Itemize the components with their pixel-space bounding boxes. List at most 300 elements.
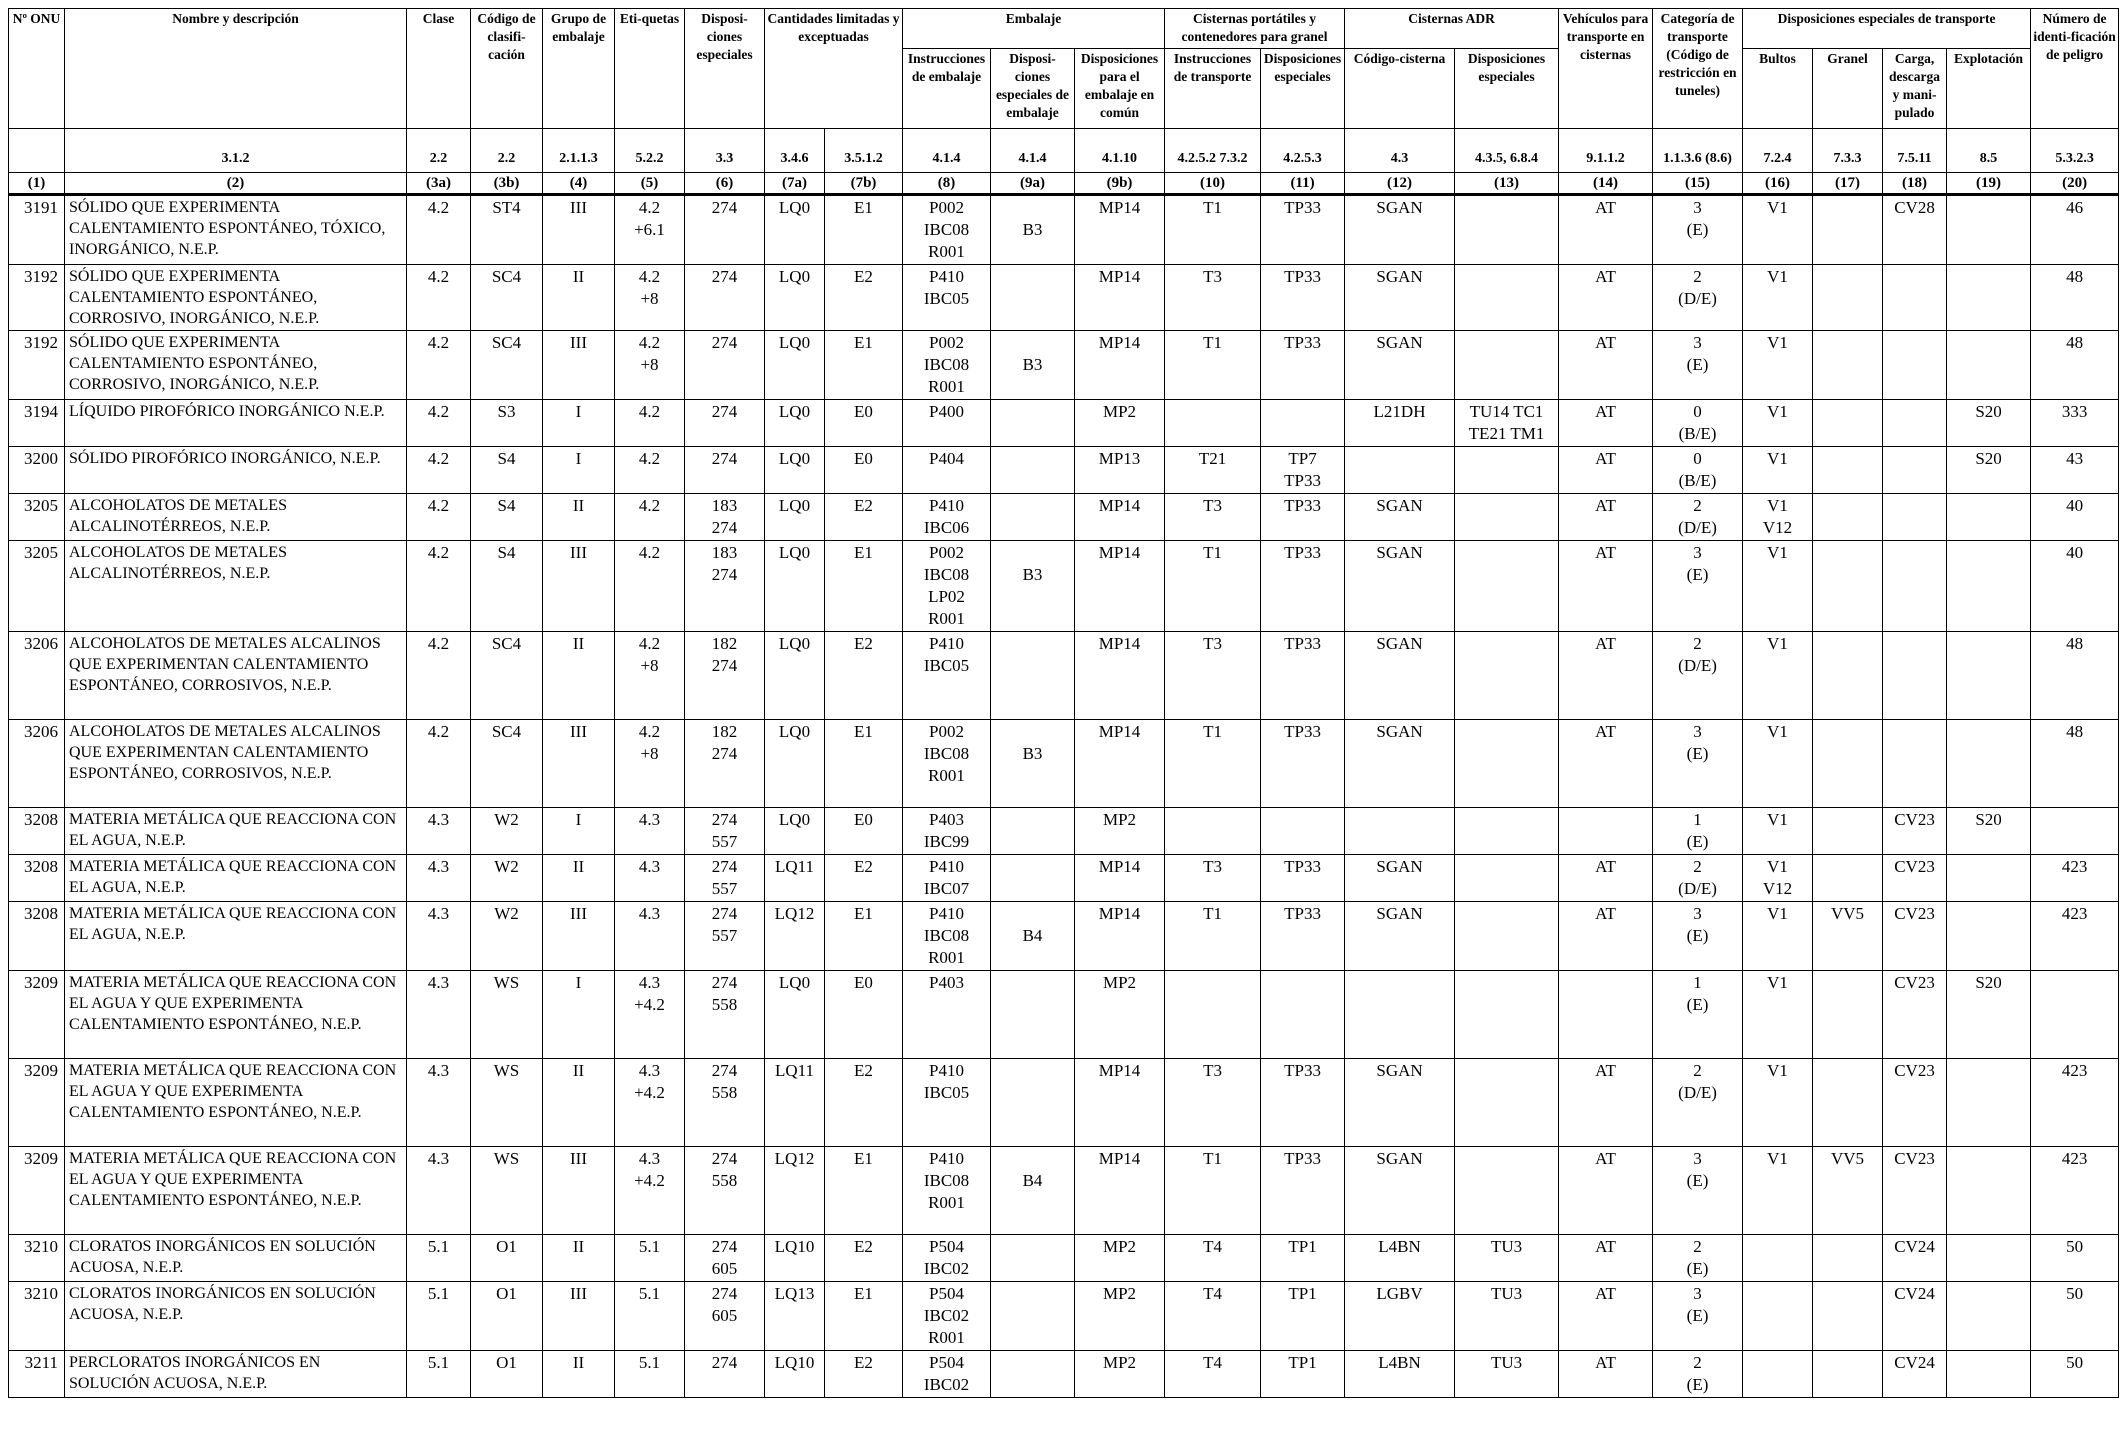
table-cell: 4.2 +8 [615, 331, 685, 400]
reference-cell: 4.1.10 [1075, 129, 1165, 173]
table-cell: MP14 [1075, 195, 1165, 265]
table-cell: 40 [2031, 541, 2119, 632]
name-description-cell: SÓLIDO QUE EXPERIMENTA CALENTAMIENTO ESPONTÁNEO, TÓXICO, INORGÁNICO, N.E.P. [65, 195, 407, 265]
table-cell: 274 605 [685, 1235, 765, 1282]
table-cell: 3 (E) [1653, 331, 1743, 400]
column-number-cell: (6) [685, 173, 765, 195]
table-cell: AT [1559, 1351, 1653, 1398]
table-cell: TP33 [1261, 195, 1345, 265]
table-cell: E1 [825, 195, 903, 265]
table-cell: 4.2 [615, 447, 685, 494]
table-cell: 4.2 [407, 447, 471, 494]
table-cell: V1 [1743, 808, 1813, 855]
table-cell: 4.3 [407, 1059, 471, 1147]
table-cell [1455, 720, 1559, 808]
table-cell: LQ12 [765, 902, 825, 971]
table-cell: SGAN [1345, 1147, 1455, 1235]
table-cell: LQ0 [765, 447, 825, 494]
table-cell: 4.2 [407, 195, 471, 265]
table-cell: 183 274 [685, 541, 765, 632]
table-cell: E2 [825, 265, 903, 331]
table-cell: TP33 [1261, 1147, 1345, 1235]
table-cell: P002 IBC08 R001 [903, 195, 991, 265]
table-cell: B3 [991, 541, 1075, 632]
table-cell: LQ0 [765, 541, 825, 632]
table-cell [1165, 400, 1261, 447]
table-cell: B3 [991, 720, 1075, 808]
table-cell: E0 [825, 808, 903, 855]
reference-cell: 7.3.3 [1813, 129, 1883, 173]
table-cell: P410 IBC05 [903, 1059, 991, 1147]
table-cell: P504 IBC02 [903, 1235, 991, 1282]
table-cell: 4.3 [407, 1147, 471, 1235]
table-cell: O1 [471, 1235, 543, 1282]
table-row [9, 855, 2119, 902]
table-cell: 1 (E) [1653, 971, 1743, 1059]
column-number-cell: (3b) [471, 173, 543, 195]
table-cell [991, 808, 1075, 855]
table-cell: VV5 [1813, 1147, 1883, 1235]
table-cell: AT [1559, 447, 1653, 494]
un-number-cell: 3194 [9, 400, 65, 447]
table-cell: AT [1559, 1147, 1653, 1235]
reference-cell: 5.3.2.3 [2031, 129, 2119, 173]
table-cell [1947, 1282, 2031, 1351]
table-cell: LQ0 [765, 632, 825, 720]
table-cell: 46 [2031, 195, 2119, 265]
table-cell: 4.3 [615, 902, 685, 971]
table-cell: W2 [471, 808, 543, 855]
table-cell: 3 (E) [1653, 1147, 1743, 1235]
table-cell: MP14 [1075, 265, 1165, 331]
table-cell: MP2 [1075, 1282, 1165, 1351]
table-cell: T1 [1165, 195, 1261, 265]
reference-cell: 3.3 [685, 129, 765, 173]
column-number-cell: (2) [65, 173, 407, 195]
un-number-cell: 3205 [9, 494, 65, 541]
table-cell: MP14 [1075, 1059, 1165, 1147]
table-cell: L21DH [1345, 400, 1455, 447]
table-cell: TU3 [1455, 1282, 1559, 1351]
reference-cell: 3.5.1.2 [825, 129, 903, 173]
table-cell [1813, 494, 1883, 541]
table-cell: SC4 [471, 265, 543, 331]
table-cell: CV23 [1883, 855, 1947, 902]
table-cell: CV24 [1883, 1282, 1947, 1351]
reference-cell: 3.4.6 [765, 129, 825, 173]
table-cell: S4 [471, 494, 543, 541]
table-cell: 4.3 [407, 971, 471, 1059]
name-description-cell: MATERIA METÁLICA QUE REACCIONA CON EL AGUA, N.E.P. [65, 808, 407, 855]
table-cell [1455, 447, 1559, 494]
table-cell: T4 [1165, 1235, 1261, 1282]
name-description-cell: ALCOHOLATOS DE METALES ALCALINOTÉRREOS, N.E.P. [65, 541, 407, 632]
table-cell [1883, 720, 1947, 808]
table-cell [1455, 195, 1559, 265]
column-number-cell: (16) [1743, 173, 1813, 195]
table-cell [1345, 447, 1455, 494]
header-hazard-id-number: Número de identi-ficación de peligro [2031, 9, 2119, 129]
table-cell: II [543, 1059, 615, 1147]
header-mixed-packing-provisions: Disposiciones para el embalaje en común [1075, 49, 1165, 129]
table-cell [1813, 265, 1883, 331]
table-cell: V1 [1743, 195, 1813, 265]
table-cell [1883, 331, 1947, 400]
table-cell: T3 [1165, 1059, 1261, 1147]
table-cell: 5.1 [407, 1351, 471, 1398]
table-cell: B3 [991, 195, 1075, 265]
table-cell: 423 [2031, 902, 2119, 971]
table-cell [1813, 971, 1883, 1059]
table-cell: MP14 [1075, 855, 1165, 902]
table-cell [991, 855, 1075, 902]
table-cell: V1 V12 [1743, 494, 1813, 541]
table-cell: 0 (B/E) [1653, 400, 1743, 447]
table-cell: T3 [1165, 494, 1261, 541]
table-cell: 274 557 [685, 808, 765, 855]
column-number-cell: (3a) [407, 173, 471, 195]
table-cell: TP33 [1261, 541, 1345, 632]
table-cell: P410 IBC05 [903, 632, 991, 720]
name-description-cell: MATERIA METÁLICA QUE REACCIONA CON EL AGUA, N.E.P. [65, 902, 407, 971]
table-cell: B4 [991, 902, 1075, 971]
table-cell: W2 [471, 855, 543, 902]
table-cell: T3 [1165, 855, 1261, 902]
table-cell: S20 [1947, 808, 2031, 855]
table-cell [1813, 1282, 1883, 1351]
table-cell: LQ0 [765, 265, 825, 331]
un-number-cell: 3206 [9, 720, 65, 808]
table-cell: TP1 [1261, 1282, 1345, 1351]
table-cell: S20 [1947, 447, 2031, 494]
table-cell: SGAN [1345, 632, 1455, 720]
table-cell [1947, 720, 2031, 808]
un-number-cell: 3206 [9, 632, 65, 720]
table-cell: I [543, 447, 615, 494]
table-cell: T3 [1165, 632, 1261, 720]
table-cell: CV23 [1883, 902, 1947, 971]
table-cell [1813, 331, 1883, 400]
table-cell: 4.2 [407, 400, 471, 447]
table-cell: 5.1 [615, 1282, 685, 1351]
table-cell [1165, 971, 1261, 1059]
table-cell: E2 [825, 632, 903, 720]
table-cell: AT [1559, 400, 1653, 447]
name-description-cell: SÓLIDO QUE EXPERIMENTA CALENTAMIENTO ESPONTÁNEO, CORROSIVO, INORGÁNICO, N.E.P. [65, 265, 407, 331]
un-number-cell: 3208 [9, 855, 65, 902]
table-cell: V1 [1743, 1147, 1813, 1235]
table-cell: MP14 [1075, 632, 1165, 720]
table-cell: 274 558 [685, 971, 765, 1059]
header-special-packing-provisions: Disposi-ciones especiales de embalaje [991, 49, 1075, 129]
table-cell [1345, 808, 1455, 855]
un-number-cell: 3210 [9, 1235, 65, 1282]
column-number-cell: (15) [1653, 173, 1743, 195]
table-cell: TP33 [1261, 494, 1345, 541]
table-cell: CV24 [1883, 1235, 1947, 1282]
table-cell: 2 (D/E) [1653, 494, 1743, 541]
table-cell: E1 [825, 1147, 903, 1235]
table-cell: 4.2 [407, 541, 471, 632]
dangerous-goods-table-container [8, 8, 2118, 1398]
table-cell: MP14 [1075, 541, 1165, 632]
table-cell [1883, 632, 1947, 720]
table-cell: T1 [1165, 331, 1261, 400]
table-cell [1261, 400, 1345, 447]
un-number-cell: 3209 [9, 971, 65, 1059]
table-cell: LQ0 [765, 971, 825, 1059]
table-cell: MP2 [1075, 400, 1165, 447]
table-cell: SC4 [471, 331, 543, 400]
un-number-cell: 3205 [9, 541, 65, 632]
table-row [9, 541, 2119, 632]
table-cell: AT [1559, 494, 1653, 541]
table-row [9, 971, 2119, 1059]
header-transport-category: Categoría de transporte (Código de restricción en tuneles) [1653, 9, 1743, 129]
table-cell: E1 [825, 331, 903, 400]
table-cell [1813, 400, 1883, 447]
table-cell: III [543, 331, 615, 400]
table-cell [1743, 1282, 1813, 1351]
table-cell: 3 (E) [1653, 1282, 1743, 1351]
table-cell: 274 [685, 400, 765, 447]
table-cell: LQ0 [765, 808, 825, 855]
table-row [9, 1351, 2119, 1398]
table-cell: 4.2 [407, 720, 471, 808]
table-cell: LGBV [1345, 1282, 1455, 1351]
table-row [9, 1282, 2119, 1351]
reference-cell [9, 129, 65, 173]
table-cell [1947, 1147, 2031, 1235]
table-cell: TP33 [1261, 265, 1345, 331]
table-cell: SGAN [1345, 720, 1455, 808]
table-cell: 50 [2031, 1235, 2119, 1282]
column-number-cell: (12) [1345, 173, 1455, 195]
table-cell: P404 [903, 447, 991, 494]
table-cell: V1 V12 [1743, 855, 1813, 902]
table-cell: MP2 [1075, 971, 1165, 1059]
table-cell [1947, 632, 2031, 720]
table-cell: E1 [825, 1282, 903, 1351]
table-cell: 274 558 [685, 1147, 765, 1235]
reference-cell: 5.2.2 [615, 129, 685, 173]
table-cell [1813, 541, 1883, 632]
table-cell: T21 [1165, 447, 1261, 494]
column-number-cell: (10) [1165, 173, 1261, 195]
table-cell: P002 IBC08 R001 [903, 720, 991, 808]
table-cell: 48 [2031, 331, 2119, 400]
table-cell: E0 [825, 971, 903, 1059]
header-group-portable-tanks: Cisternas portátiles y contenedores para granel [1165, 9, 1345, 49]
table-cell [1947, 1351, 2031, 1398]
table-cell: TP33 [1261, 331, 1345, 400]
table-cell: E1 [825, 541, 903, 632]
table-cell: MP14 [1075, 720, 1165, 808]
table-cell: 4.2 +8 [615, 720, 685, 808]
table-cell: 4.3 [615, 855, 685, 902]
table-cell [1559, 971, 1653, 1059]
table-cell: 182 274 [685, 720, 765, 808]
table-cell: B3 [991, 331, 1075, 400]
table-cell: 2 (D/E) [1653, 265, 1743, 331]
table-cell: III [543, 720, 615, 808]
name-description-cell: MATERIA METÁLICA QUE REACCIONA CON EL AGUA Y QUE EXPERIMENTA CALENTAMIENTO ESPONTÁNEO, N.E.P. [65, 971, 407, 1059]
table-cell [1813, 1235, 1883, 1282]
table-cell [1813, 447, 1883, 494]
table-cell: V1 [1743, 541, 1813, 632]
table-cell: 183 274 [685, 494, 765, 541]
table-cell: 3 (E) [1653, 720, 1743, 808]
table-cell: 5.1 [407, 1235, 471, 1282]
table-cell: LQ11 [765, 855, 825, 902]
table-cell: 4.3 [407, 855, 471, 902]
table-cell: MP14 [1075, 331, 1165, 400]
table-cell: SC4 [471, 720, 543, 808]
table-cell [1883, 447, 1947, 494]
table-cell: 48 [2031, 265, 2119, 331]
table-cell [991, 971, 1075, 1059]
table-cell [1813, 632, 1883, 720]
table-cell: E2 [825, 494, 903, 541]
header-group-adr-tanks: Cisternas ADR [1345, 9, 1559, 49]
table-cell: 274 605 [685, 1282, 765, 1351]
table-cell: TP33 [1261, 720, 1345, 808]
table-cell: T3 [1165, 265, 1261, 331]
un-number-cell: 3192 [9, 265, 65, 331]
column-number-cell: (4) [543, 173, 615, 195]
table-cell [1559, 808, 1653, 855]
name-description-cell: ALCOHOLATOS DE METALES ALCALINOS QUE EXPERIMENTAN CALENTAMIENTO ESPONTÁNEO, CORROSIVOS, N.E.P. [65, 720, 407, 808]
table-cell: TU3 [1455, 1351, 1559, 1398]
table-cell: 274 [685, 1351, 765, 1398]
table-cell [1883, 541, 1947, 632]
table-cell: TP33 [1261, 855, 1345, 902]
table-cell [1455, 971, 1559, 1059]
header-limited-excepted-quantities: Cantidades limitadas y exceptuadas [765, 9, 903, 129]
table-cell: E0 [825, 447, 903, 494]
table-cell: 274 [685, 331, 765, 400]
table-cell [1261, 971, 1345, 1059]
un-number-cell: 3191 [9, 195, 65, 265]
table-cell: II [543, 1351, 615, 1398]
table-cell [1345, 971, 1455, 1059]
table-cell: ST4 [471, 195, 543, 265]
table-cell: CV23 [1883, 1059, 1947, 1147]
column-number-cell: (7a) [765, 173, 825, 195]
table-cell: WS [471, 971, 543, 1059]
table-cell: AT [1559, 902, 1653, 971]
un-number-cell: 3209 [9, 1147, 65, 1235]
table-cell: SGAN [1345, 331, 1455, 400]
table-cell: 2 (E) [1653, 1351, 1743, 1398]
table-cell: TP1 [1261, 1235, 1345, 1282]
table-cell [991, 1351, 1075, 1398]
table-cell: 48 [2031, 720, 2119, 808]
table-cell: 5.1 [407, 1282, 471, 1351]
table-cell: SGAN [1345, 902, 1455, 971]
table-cell: 4.2 [615, 541, 685, 632]
table-cell: S20 [1947, 971, 2031, 1059]
reference-cell: 4.3 [1345, 129, 1455, 173]
table-cell: 4.2 [407, 265, 471, 331]
table-row [9, 331, 2119, 400]
table-cell: 2 (D/E) [1653, 632, 1743, 720]
name-description-cell: ALCOHOLATOS DE METALES ALCALINOTÉRREOS, N.E.P. [65, 494, 407, 541]
header-un-number: Nº ONU [9, 9, 65, 129]
table-cell: III [543, 1282, 615, 1351]
column-number-cell: (9b) [1075, 173, 1165, 195]
table-cell: T1 [1165, 1147, 1261, 1235]
table-cell [1743, 1235, 1813, 1282]
name-description-cell: CLORATOS INORGÁNICOS EN SOLUCIÓN ACUOSA, N.E.P. [65, 1235, 407, 1282]
table-cell: MP13 [1075, 447, 1165, 494]
table-cell: LQ0 [765, 494, 825, 541]
table-cell: III [543, 902, 615, 971]
table-cell [991, 1282, 1075, 1351]
column-number-cell: (13) [1455, 173, 1559, 195]
name-description-cell: PERCLORATOS INORGÁNICOS EN SOLUCIÓN ACUOSA, N.E.P. [65, 1351, 407, 1398]
table-cell [1947, 265, 2031, 331]
reference-cell: 2.1.1.3 [543, 129, 615, 173]
table-cell: 2 (E) [1653, 1235, 1743, 1282]
table-cell: 4.3 +4.2 [615, 1147, 685, 1235]
table-cell [1947, 494, 2031, 541]
table-cell [1883, 400, 1947, 447]
table-cell [1947, 1235, 2031, 1282]
name-description-cell: CLORATOS INORGÁNICOS EN SOLUCIÓN ACUOSA, N.E.P. [65, 1282, 407, 1351]
table-cell: WS [471, 1147, 543, 1235]
table-cell: 4.3 [407, 808, 471, 855]
table-cell: 4.2 [407, 632, 471, 720]
table-cell: II [543, 265, 615, 331]
un-number-cell: 3208 [9, 902, 65, 971]
name-description-cell: LÍQUIDO PIROFÓRICO INORGÁNICO N.E.P. [65, 400, 407, 447]
table-cell [1455, 1059, 1559, 1147]
table-cell [991, 265, 1075, 331]
table-cell: III [543, 1147, 615, 1235]
header-adr-tank-provisions: Disposiciones especiales [1455, 49, 1559, 129]
column-number-cell: (5) [615, 173, 685, 195]
table-cell: TP7 TP33 [1261, 447, 1345, 494]
name-description-cell: SÓLIDO QUE EXPERIMENTA CALENTAMIENTO ESPONTÁNEO, CORROSIVO, INORGÁNICO, N.E.P. [65, 331, 407, 400]
table-row [9, 632, 2119, 720]
table-cell: L4BN [1345, 1351, 1455, 1398]
table-cell: I [543, 971, 615, 1059]
un-number-cell: 3208 [9, 808, 65, 855]
table-cell: 2 (D/E) [1653, 1059, 1743, 1147]
reference-cell: 9.1.1.2 [1559, 129, 1653, 173]
table-cell [2031, 808, 2119, 855]
table-cell: SGAN [1345, 541, 1455, 632]
header-group-special-transport: Disposiciones especiales de transporte [1743, 9, 2031, 49]
header-reference-row [9, 129, 2119, 173]
reference-cell: 4.3.5, 6.8.4 [1455, 129, 1559, 173]
table-cell: AT [1559, 1059, 1653, 1147]
table-cell: 4.3 [615, 808, 685, 855]
table-cell [991, 1235, 1075, 1282]
table-cell [1455, 808, 1559, 855]
table-cell: SGAN [1345, 855, 1455, 902]
header-bulk: Granel [1813, 49, 1883, 129]
table-cell: SC4 [471, 632, 543, 720]
table-cell: T1 [1165, 720, 1261, 808]
table-cell: O1 [471, 1282, 543, 1351]
table-cell: P504 IBC02 [903, 1351, 991, 1398]
table-cell: AT [1559, 331, 1653, 400]
table-cell: P410 IBC05 [903, 265, 991, 331]
table-cell: AT [1559, 632, 1653, 720]
table-body [9, 195, 2119, 1398]
